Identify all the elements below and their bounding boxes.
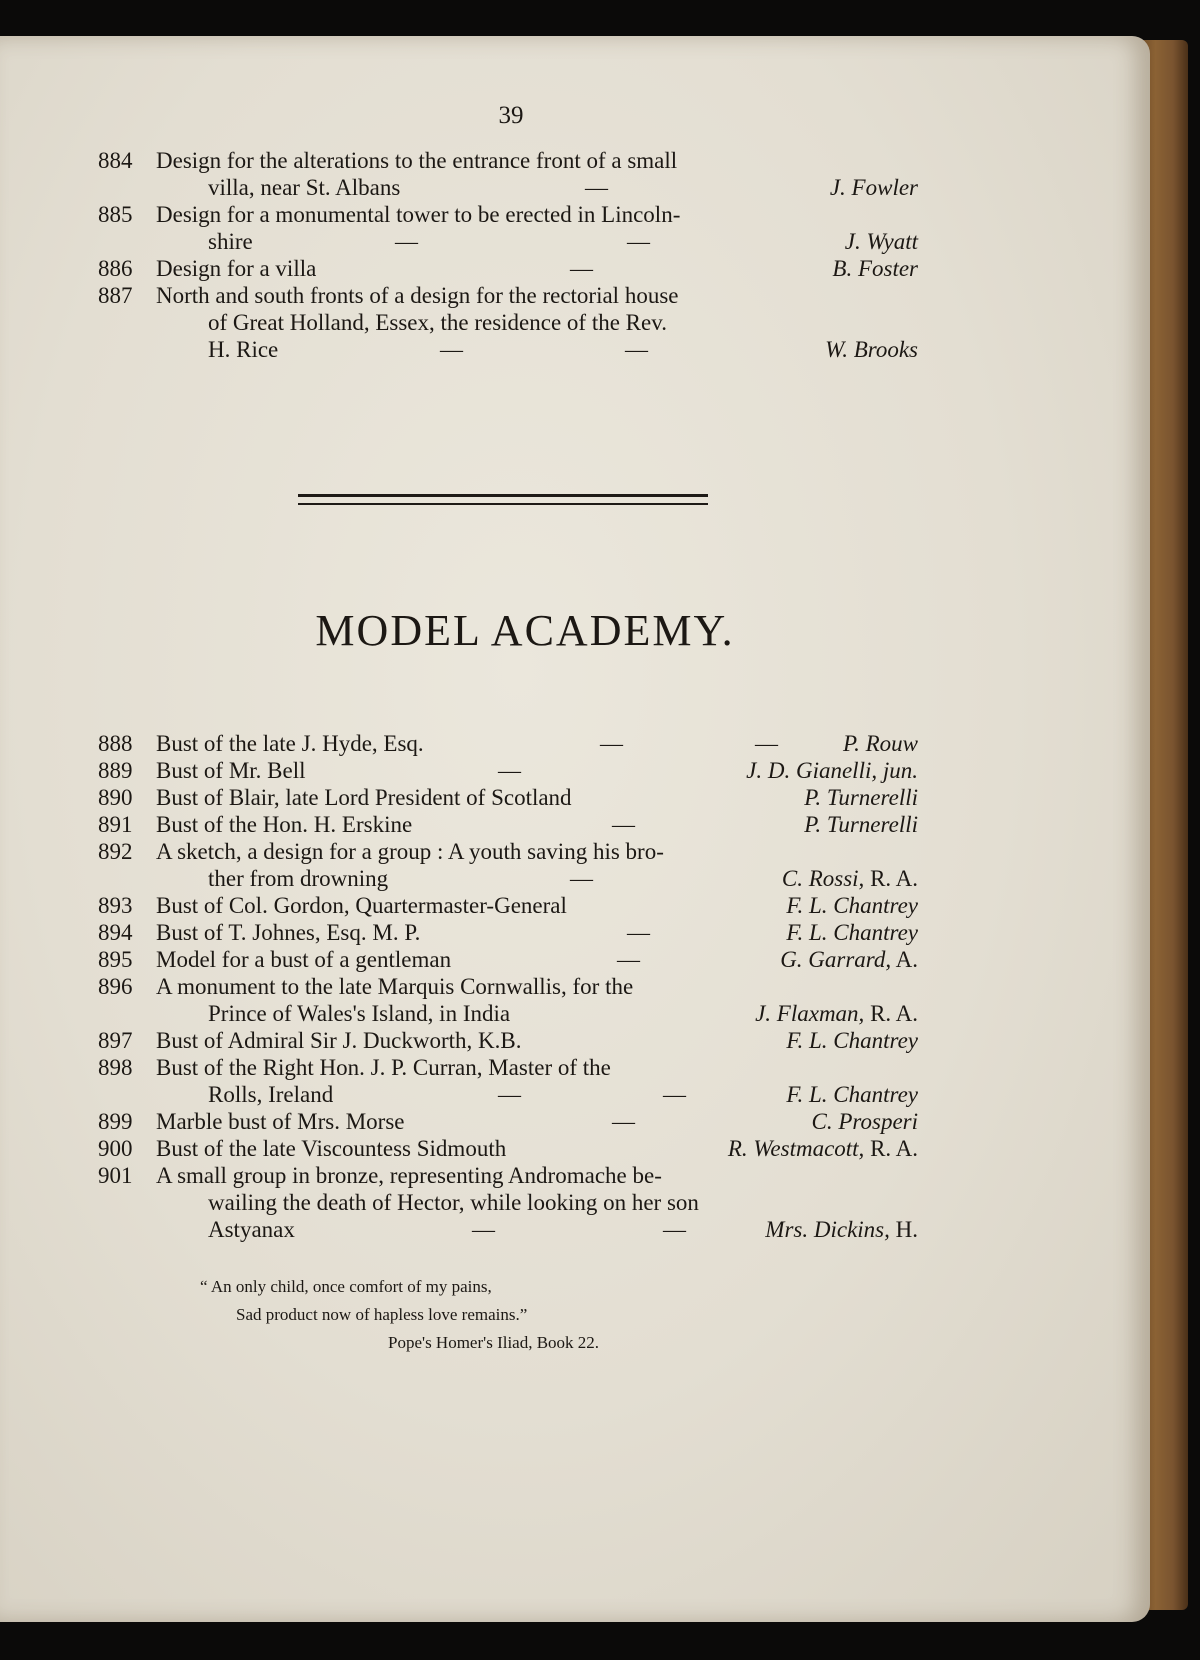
entry-number: 886 [98, 256, 133, 281]
entry-artist: W. Brooks [825, 337, 918, 362]
catalogue-entry-894 [0, 919, 1150, 946]
entry-artist: C. Rossi, R. A. [781, 866, 918, 891]
entry-dash: — [570, 866, 593, 891]
entry-text: Bust of T. Johnes, Esq. M. P. [156, 920, 421, 945]
entry-text: H. Rice [208, 337, 279, 362]
entry-dash: — [627, 229, 650, 254]
entry-text: A sketch, a design for a group : A youth saving his bro- [156, 839, 664, 864]
entry-dash: — [627, 920, 650, 945]
catalogue-entry-891 [0, 811, 1150, 838]
entry-number: 895 [98, 947, 133, 972]
entry-text: Bust of the Right Hon. J. P. Curran, Master of the [156, 1055, 611, 1080]
entry-dash: — [663, 1082, 686, 1107]
entry-text: A small group in bronze, representing Andromache be- [156, 1163, 662, 1188]
entry-dash: — [625, 337, 648, 362]
entry-number: 888 [98, 731, 133, 756]
catalogue-entry-887 [0, 282, 1150, 363]
entry-text: A monument to the late Marquis Cornwallis, for the [156, 974, 634, 999]
entry-dash: — [585, 175, 608, 200]
entry-artist: R. Westmacott, R. A. [727, 1136, 918, 1161]
quote-line-1: “ An only child, once comfort of my pains, [200, 1277, 492, 1296]
entry-number: 896 [98, 974, 133, 999]
entry-text: shire [208, 229, 253, 254]
entry-text: Bust of Admiral Sir J. Duckworth, K.B. [156, 1028, 522, 1053]
entry-text: Design for a villa [156, 256, 317, 281]
entry-number: 884 [98, 148, 133, 173]
entry-text: Design for a monumental tower to be erected in Lincoln- [156, 202, 681, 227]
entry-text: Astyanax [208, 1217, 295, 1242]
entry-text: North and south fronts of a design for the rectorial house [156, 283, 679, 308]
entry-artist: B. Foster [832, 256, 918, 281]
entry-number: 889 [98, 758, 133, 783]
section-title: MODEL ACADEMY. [315, 606, 735, 655]
catalogue-entry-893 [0, 892, 1150, 919]
entry-text: Bust of the Hon. H. Erskine [156, 812, 413, 837]
entry-artist: J. Fowler [829, 175, 918, 200]
entry-number: 898 [98, 1055, 133, 1080]
entry-dash: — [498, 1082, 521, 1107]
entry-text: wailing the death of Hector, while looking on her son [208, 1190, 699, 1215]
entry-number: 897 [98, 1028, 133, 1053]
catalogue-entry-888 [0, 730, 1150, 757]
catalogue-entry-884 [0, 147, 1150, 201]
page-number: 39 [498, 102, 524, 129]
entry-dash: — [472, 1217, 495, 1242]
entry-dash: — [755, 731, 778, 756]
catalogue-entry-901 [0, 1162, 1150, 1243]
catalogue-entry-885 [0, 201, 1150, 255]
entry-text: Bust of Blair, late Lord President of Scotland [156, 785, 572, 810]
catalogue-entry-895 [0, 946, 1150, 973]
entry-dash: — [617, 947, 640, 972]
entry-number: 891 [98, 812, 133, 837]
section-divider-rule [298, 494, 708, 505]
entry-artist: P. Turnerelli [804, 812, 918, 837]
entry-text: Marble bust of Mrs. Morse [156, 1109, 405, 1134]
entry-text: of Great Holland, Essex, the residence of the Rev. [208, 310, 667, 335]
entry-number: 900 [98, 1136, 133, 1161]
entry-text: Rolls, Ireland [208, 1082, 334, 1107]
quote-citation: Pope's Homer's Iliad, Book 22. [388, 1333, 600, 1352]
entry-text: ther from drowning [208, 866, 389, 891]
entry-number: 892 [98, 839, 133, 864]
entry-artist: J. Flaxman, R. A. [755, 1001, 918, 1026]
entry-text: Bust of the late J. Hyde, Esq. [156, 731, 424, 756]
entry-number: 901 [98, 1163, 133, 1188]
entry-artist: F. L. Chantrey [786, 1082, 918, 1107]
entry-text: Bust of Col. Gordon, Quartermaster-General [156, 893, 567, 918]
entry-dash: — [570, 256, 593, 281]
catalogue-entry-890 [0, 784, 1150, 811]
entry-artist: F. L. Chantrey [786, 1028, 918, 1053]
catalogue-entry-900 [0, 1135, 1150, 1162]
quote-line-2: Sad product now of hapless love remains.” [236, 1305, 528, 1324]
catalogue-entry-896 [0, 973, 1150, 1027]
entry-number: 894 [98, 920, 133, 945]
entry-dash: — [612, 812, 635, 837]
entry-text: Prince of Wales's Island, in India [208, 1001, 511, 1026]
entry-dash: — [498, 758, 521, 783]
catalogue-entry-897 [0, 1027, 1150, 1054]
catalogue-entry-892 [0, 838, 1150, 892]
catalogue-entry-889 [0, 757, 1150, 784]
entry-dash: — [600, 731, 623, 756]
entry-number: 899 [98, 1109, 133, 1134]
entry-artist: F. L. Chantrey [786, 920, 918, 945]
entry-text: Bust of the late Viscountess Sidmouth [156, 1136, 507, 1161]
entry-artist: F. L. Chantrey [786, 893, 918, 918]
entry-artist: C. Prosperi [811, 1109, 918, 1134]
entry-dash: — [440, 337, 463, 362]
entry-artist: J. Wyatt [844, 229, 918, 254]
entry-artist: J. D. Gianelli, jun. [746, 758, 918, 783]
entry-artist: Mrs. Dickins, H. [765, 1217, 918, 1242]
entry-artist: P. Turnerelli [804, 785, 918, 810]
entry-artist: P. Rouw [843, 731, 918, 756]
entry-dash: — [395, 229, 418, 254]
entry-text: Design for the alterations to the entrance front of a small [156, 148, 678, 173]
entry-dash: — [612, 1109, 635, 1134]
entry-number: 887 [98, 283, 133, 308]
entry-text: Model for a bust of a gentleman [156, 947, 452, 972]
entry-artist: G. Garrard, A. [780, 947, 918, 972]
entry-dash: — [663, 1217, 686, 1242]
catalogue-entry-899 [0, 1108, 1150, 1135]
catalogue-entry-886 [0, 255, 1150, 282]
entry-number: 890 [98, 785, 133, 810]
entry-text: villa, near St. Albans [208, 175, 401, 200]
catalogue-entry-898 [0, 1054, 1150, 1108]
entry-number: 893 [98, 893, 133, 918]
entry-number: 885 [98, 202, 133, 227]
entry-text: Bust of Mr. Bell [156, 758, 306, 783]
